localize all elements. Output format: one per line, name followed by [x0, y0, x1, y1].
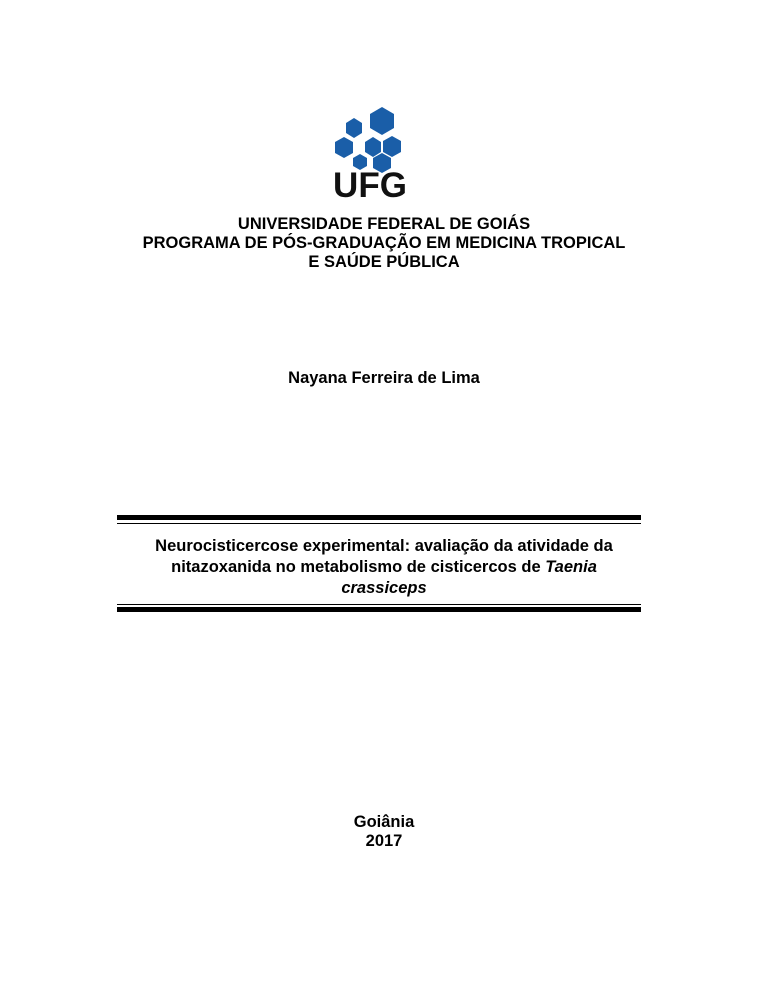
- author-name: Nayana Ferreira de Lima: [288, 369, 480, 387]
- title-bottom-rule-thin: [117, 604, 641, 605]
- species-genus: Taenia: [545, 558, 597, 576]
- species-epithet: crassiceps: [341, 579, 427, 597]
- ufg-logo: [328, 104, 438, 204]
- thesis-title-line1: Neurocisticercose experimental: avaliação da atividade da: [155, 537, 613, 555]
- place: Goiânia: [353, 813, 415, 831]
- university-name: UNIVERSIDADE FEDERAL DE GOIÁS: [237, 215, 531, 233]
- thesis-title-line2: [0, 557, 768, 578]
- title-bottom-rule: [117, 607, 641, 612]
- place-and-year: [0, 813, 768, 851]
- institution-heading: [0, 215, 768, 272]
- title-top-rule: [117, 515, 641, 520]
- program-name-line2: E SAÚDE PÚBLICA: [308, 253, 460, 271]
- thesis-title-line2-text: nitazoxanida no metabolismo de cisticercos de: [171, 558, 546, 576]
- year: 2017: [365, 832, 403, 850]
- thesis-title: [0, 536, 768, 599]
- title-top-rule-thin: [117, 523, 641, 524]
- program-name-line1: PROGRAMA DE PÓS-GRADUAÇÃO EM MEDICINA TROPICAL: [142, 234, 626, 252]
- hexagon-cluster-icon: [328, 104, 412, 174]
- logo-wordmark: UFG: [333, 166, 407, 205]
